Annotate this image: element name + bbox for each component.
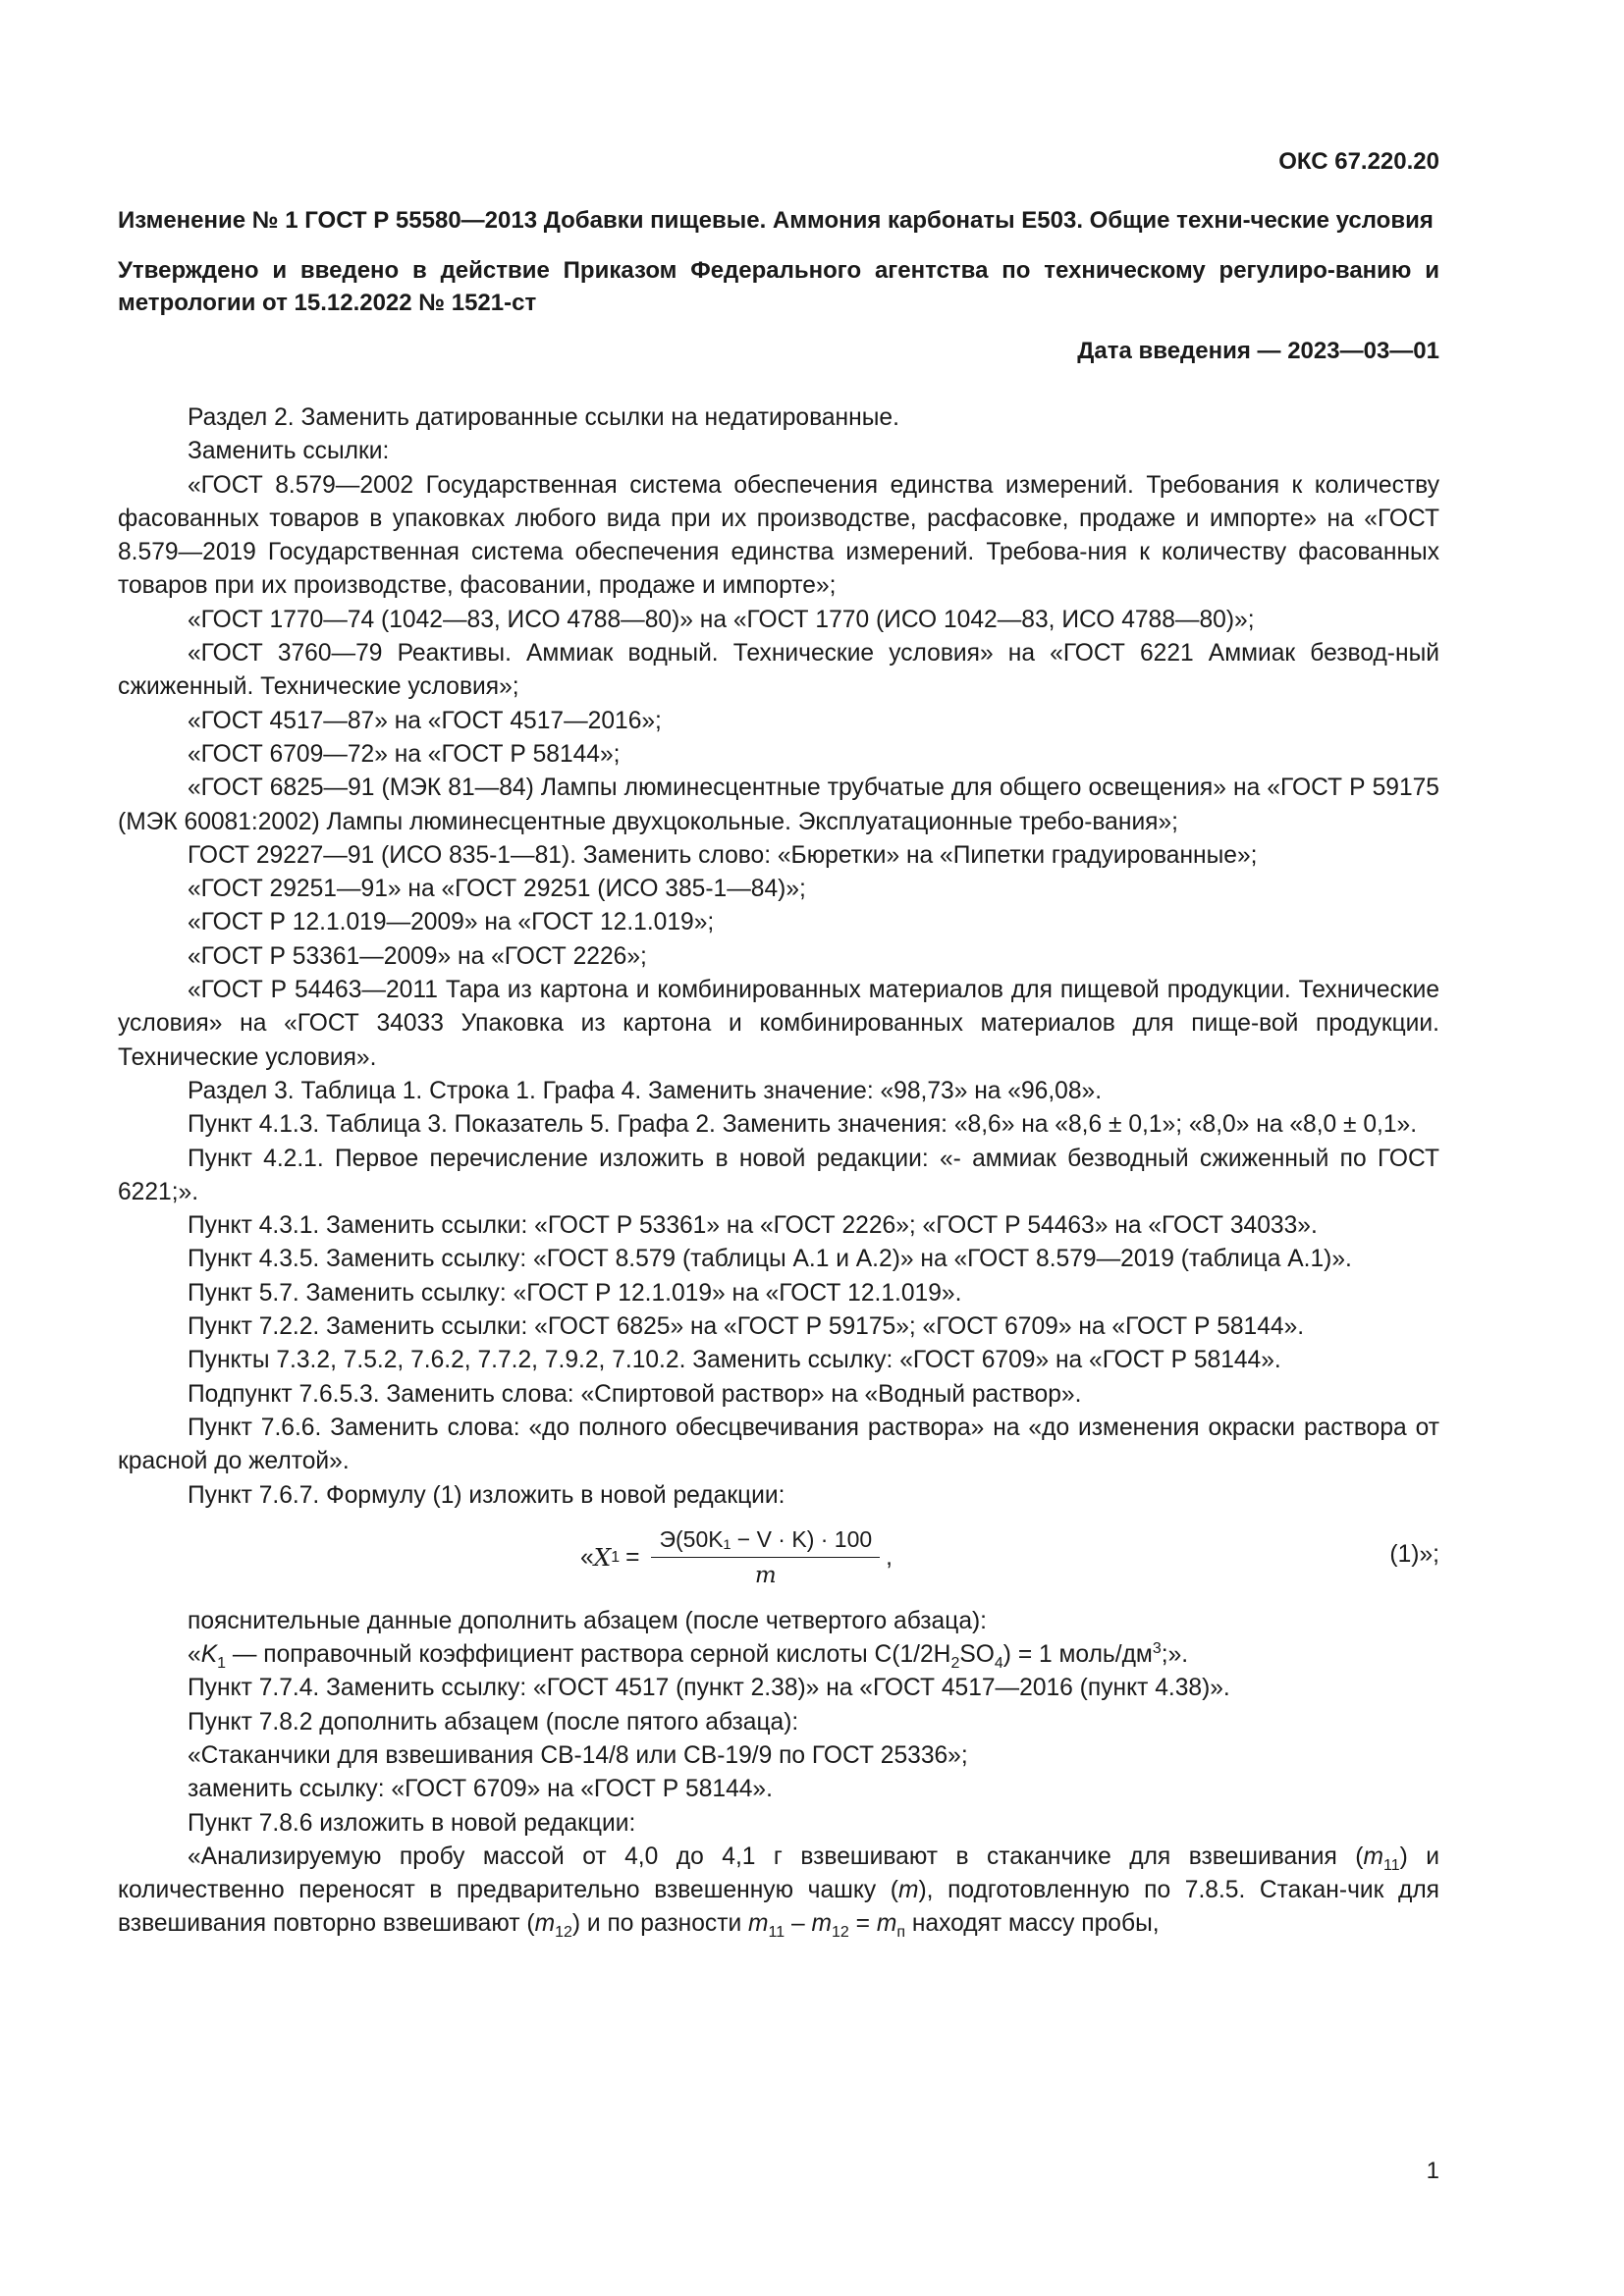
k1-subscript: 1 — [217, 1655, 226, 1672]
paragraph: «ГОСТ 3760—79 Реактивы. Аммиак водный. Технические условия» на «ГОСТ 6221 Аммиак безвод-ный сжиженный. Технические условия»; — [118, 640, 1439, 701]
formula-fraction — [651, 1522, 880, 1593]
text-run: находят массу пробы, — [904, 1910, 1160, 1938]
formula-number: (1)»; — [1389, 1540, 1439, 1568]
formula-denominator: m — [754, 1563, 777, 1589]
paragraph: «ГОСТ 8.579—2002 Государственная система обеспечения единства измерений. Требования к количеству фасованных товаров в упаковках любого вида при их производстве, расфасовке, продаже и импорте» на «ГОСТ 8.579—2019 Государственная система обеспечения единства измерений. Требова-ния к количеству фасованных товаров при их производстве, фасовании, продаже и импорте»; — [118, 471, 1439, 600]
formula-numerator: Э(50K₁ − V · K) · 100 — [651, 1522, 880, 1558]
paragraph: Пункт 7.8.6 изложить в новой редакции: — [188, 1809, 636, 1837]
paragraph: Пункт 5.7. Заменить ссылку: «ГОСТ Р 12.1.019» на «ГОСТ 12.1.019». — [188, 1279, 962, 1307]
paragraph: Пункт 4.3.5. Заменить ссылку: «ГОСТ 8.579 (таблицы А.1 и А.2)» на «ГОСТ 8.579—2019 (таблица А.1)». — [188, 1246, 1352, 1273]
paragraph: пояснительные данные дополнить абзацем (после четвертого абзаца): — [188, 1607, 988, 1634]
paragraph: Пункт 7.8.2 дополнить абзацем (после пятого абзаца): — [188, 1708, 799, 1735]
m11-variable: m — [1363, 1842, 1383, 1870]
formula-1 — [118, 1515, 1439, 1601]
paragraph-k1-definition: «$K_1$ — поправочный коэффициент раствора серной кислоты $С(1/2H_2SO_4) = 1$ моль/$дм^3$;». — [188, 1639, 1189, 1672]
m11-subscript: 11 — [1382, 1856, 1400, 1874]
k1-variable: K — [200, 1641, 218, 1669]
document-body — [118, 401, 1439, 1942]
m-variable: m — [897, 1877, 919, 1904]
dm3-superscript: 3 — [1152, 1639, 1162, 1657]
k1-text-a: — поправочный коэффициент раствора серной кислоты С(1/2H — [226, 1641, 951, 1669]
paragraph: Пункт 4.1.3. Таблица 3. Показатель 5. Графа 2. Заменить значения: «8,6» на «8,6 ± 0,1»; «8,0» на «8,0 ± 0,1». — [188, 1111, 1418, 1139]
paragraph: «ГОСТ Р 12.1.019—2009» на «ГОСТ 12.1.019»; — [188, 909, 715, 936]
mp-variable: m — [876, 1910, 897, 1938]
paragraph: ГОСТ 29227—91 (ИСО 835-1—81). Заменить слово: «Бюретки» на «Пипетки градуированные»; — [188, 841, 1258, 869]
m12-variable: m — [534, 1910, 556, 1938]
equals-sign: = — [848, 1910, 877, 1938]
paragraph: «ГОСТ Р 53361—2009» на «ГОСТ 2226»; — [188, 942, 647, 970]
classification-code: ОКС 67.220.20 — [1278, 148, 1439, 175]
m12-variable: m — [811, 1910, 832, 1938]
paragraph: «ГОСТ Р 54463—2011 Тара из картона и комбинированных материалов для пищевой продукции. Технические условия» на «ГОСТ 34033 Упаковка из картона и комбинированных материалов для пище-вой продукции. Технические условия». — [118, 977, 1439, 1071]
paragraph: Пункт 7.7.4. Заменить ссылку: «ГОСТ 4517 (пункт 2.38)» на «ГОСТ 4517—2016 (пункт 4.38)». — [188, 1675, 1230, 1702]
paragraph: Пункт 4.3.1. Заменить ссылки: «ГОСТ Р 53361» на «ГОСТ 2226»; «ГОСТ Р 54463» на «ГОСТ 34033». — [188, 1212, 1318, 1240]
k1-text-d: ;». — [1161, 1641, 1189, 1669]
text-run: ) и количественно переносят в предварительно взвешенную чашку ( — [118, 1842, 1439, 1904]
approval-statement: Утверждено и введено в действие Приказом Федерального агентства по техническому регулиро-ванию и метрологии от 15.12.2022 № 1521-ст — [118, 257, 1439, 316]
paragraph: Пункты 7.3.2, 7.5.2, 7.6.2, 7.7.2, 7.9.2, 7.10.2. Заменить ссылку: «ГОСТ 6709» на «ГОСТ Р 58144». — [188, 1347, 1281, 1374]
m11-subscript: 11 — [768, 1924, 785, 1942]
paragraph: «ГОСТ 6825—91 (МЭК 81—84) Лампы люминесцентные трубчатые для общего освещения» на «ГОСТ Р 59175 (МЭК 60081:2002) Лампы люминесцентные двухцокольные. Эксплуатационные требо-вания»; — [118, 774, 1439, 835]
formula-lhs-variable: X — [593, 1542, 612, 1572]
paragraph: «ГОСТ 1770—74 (1042—83, ИСО 4788—80)» на «ГОСТ 1770 (ИСО 1042—83, ИСО 4788—80)»; — [188, 606, 1255, 633]
document-page — [118, 147, 1439, 1942]
paragraph: Раздел 2. Заменить датированные ссылки на недатированные. — [188, 404, 899, 431]
m12-subscript: 12 — [831, 1924, 849, 1942]
formula-expression: « X 1 = $\frac{\text{Э(50K₁ − V · K) · 100}}{m}$ , — [580, 1515, 893, 1601]
paragraph: Раздел 3. Таблица 1. Строка 1. Графа 4. Заменить значение: «98,73» на «96,08». — [188, 1077, 1103, 1104]
paragraph: «Стаканчики для взвешивания СВ-14/8 или СВ-19/9 по ГОСТ 25336»; — [188, 1741, 968, 1769]
formula-equals: = — [625, 1543, 640, 1571]
paragraph-sample-procedure — [118, 1841, 1439, 1942]
effective-date: Дата введения — 2023—03—01 — [1077, 338, 1439, 364]
h2-subscript: 2 — [950, 1655, 960, 1672]
mp-subscript: п — [896, 1924, 905, 1942]
paragraph: заменить ссылку: «ГОСТ 6709» на «ГОСТ Р 58144». — [188, 1776, 773, 1803]
m11-variable: m — [748, 1910, 769, 1938]
m12-subscript: 12 — [555, 1924, 572, 1942]
paragraph: Пункт 7.2.2. Заменить ссылки: «ГОСТ 6825» на «ГОСТ Р 59175»; «ГОСТ 6709» на «ГОСТ Р 58144». — [188, 1313, 1305, 1341]
paragraph: Пункт 4.2.1. Первое перечисление изложить в новой редакции: «- аммиак безводный сжиженный по ГОСТ 6221;». — [118, 1145, 1439, 1205]
paragraph: «ГОСТ 4517—87» на «ГОСТ 4517—2016»; — [188, 707, 662, 734]
paragraph: «ГОСТ 6709—72» на «ГОСТ Р 58144»; — [188, 740, 621, 768]
page-number: 1 — [1426, 2158, 1439, 2184]
minus-sign: – — [785, 1910, 812, 1938]
so4-subscript: 4 — [994, 1655, 1003, 1672]
paragraph: Пункт 7.6.7. Формулу (1) изложить в новой редакции: — [188, 1481, 785, 1509]
paragraph: Заменить ссылки: — [188, 438, 390, 465]
k1-text-b: SO — [959, 1641, 995, 1669]
paragraph: «ГОСТ 29251—91» на «ГОСТ 29251 (ИСО 385-1—84)»; — [188, 876, 806, 903]
paragraph: Подпункт 7.6.5.3. Заменить слова: «Спиртовой раствор» на «Водный раствор». — [188, 1380, 1082, 1408]
amendment-title: Изменение № 1 ГОСТ Р 55580—2013 Добавки пищевые. Аммония карбонаты Е503. Общие техни-ческие условия — [118, 207, 1434, 234]
paragraph: Пункт 7.6.6. Заменить слова: «до полного обесцвечивания раствора» на «до изменения окраски раствора от красной до желтой». — [118, 1414, 1439, 1475]
formula-open-quote: « — [580, 1543, 594, 1571]
text-run: ) и по разности — [571, 1910, 749, 1938]
k1-text-c: ) = 1 моль/дм — [1002, 1641, 1153, 1669]
formula-comma: , — [886, 1543, 893, 1571]
text-run: «Анализируемую пробу массой от 4,0 до 4,1 г взвешивают в стаканчике для взвешивания ( — [188, 1842, 1364, 1870]
text-run: ), подготовленную по 7.8.5. Стакан-чик для взвешивания повторно взвешивают ( — [118, 1877, 1439, 1938]
